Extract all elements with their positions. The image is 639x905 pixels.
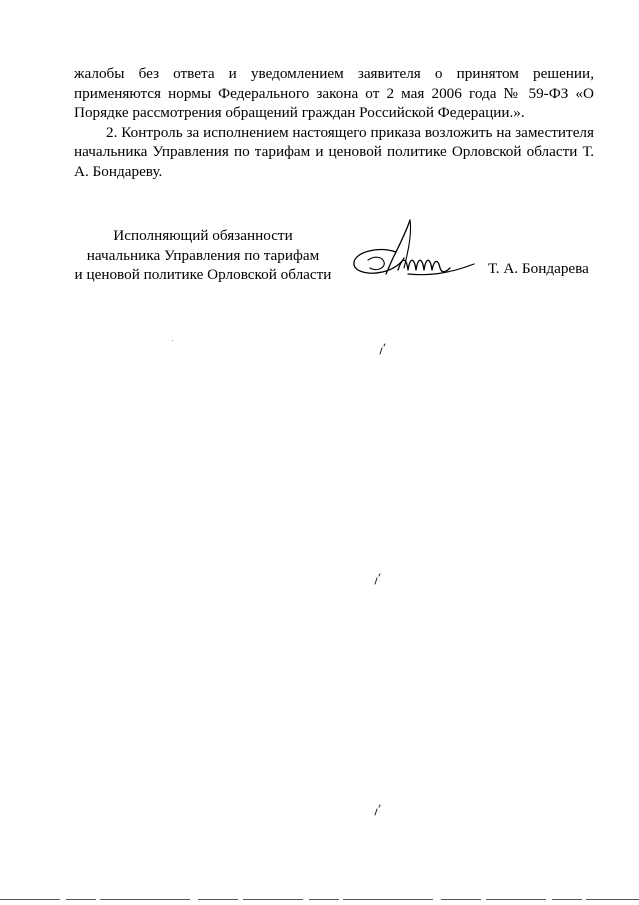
- handwritten-signature-icon: [348, 216, 478, 282]
- pen-tick-mark-icon: [378, 343, 388, 355]
- position-line-1: Исполняющий обязанности: [113, 227, 293, 244]
- scan-speck: [172, 340, 173, 341]
- paragraph-complaints: жалобы без ответа и уведомлением заявителя о принятом решении, применяются нормы Федерального закона от 2 мая 2006 года № 59-ФЗ «О Порядке рассмотрения обращений граждан Российской Федерации.».: [74, 65, 594, 121]
- position-line-3: и ценовой политике Орловской области: [74, 266, 332, 283]
- paragraph-control: 2. Контроль за исполнением настоящего приказа возложить на заместителя начальника Управления по тарифам и ценовой политике Орловской области Т. А. Бондареву.: [74, 123, 594, 180]
- position-line-2: начальника Управления по тарифам: [86, 246, 320, 264]
- page-bottom-edge: [0, 898, 639, 901]
- pen-tick-mark-icon: [373, 804, 383, 816]
- signatory-position: [74, 226, 332, 285]
- pen-tick-mark-icon: [373, 573, 383, 585]
- document-body: [74, 64, 594, 181]
- signer-name: Т. А. Бондарева: [488, 260, 589, 277]
